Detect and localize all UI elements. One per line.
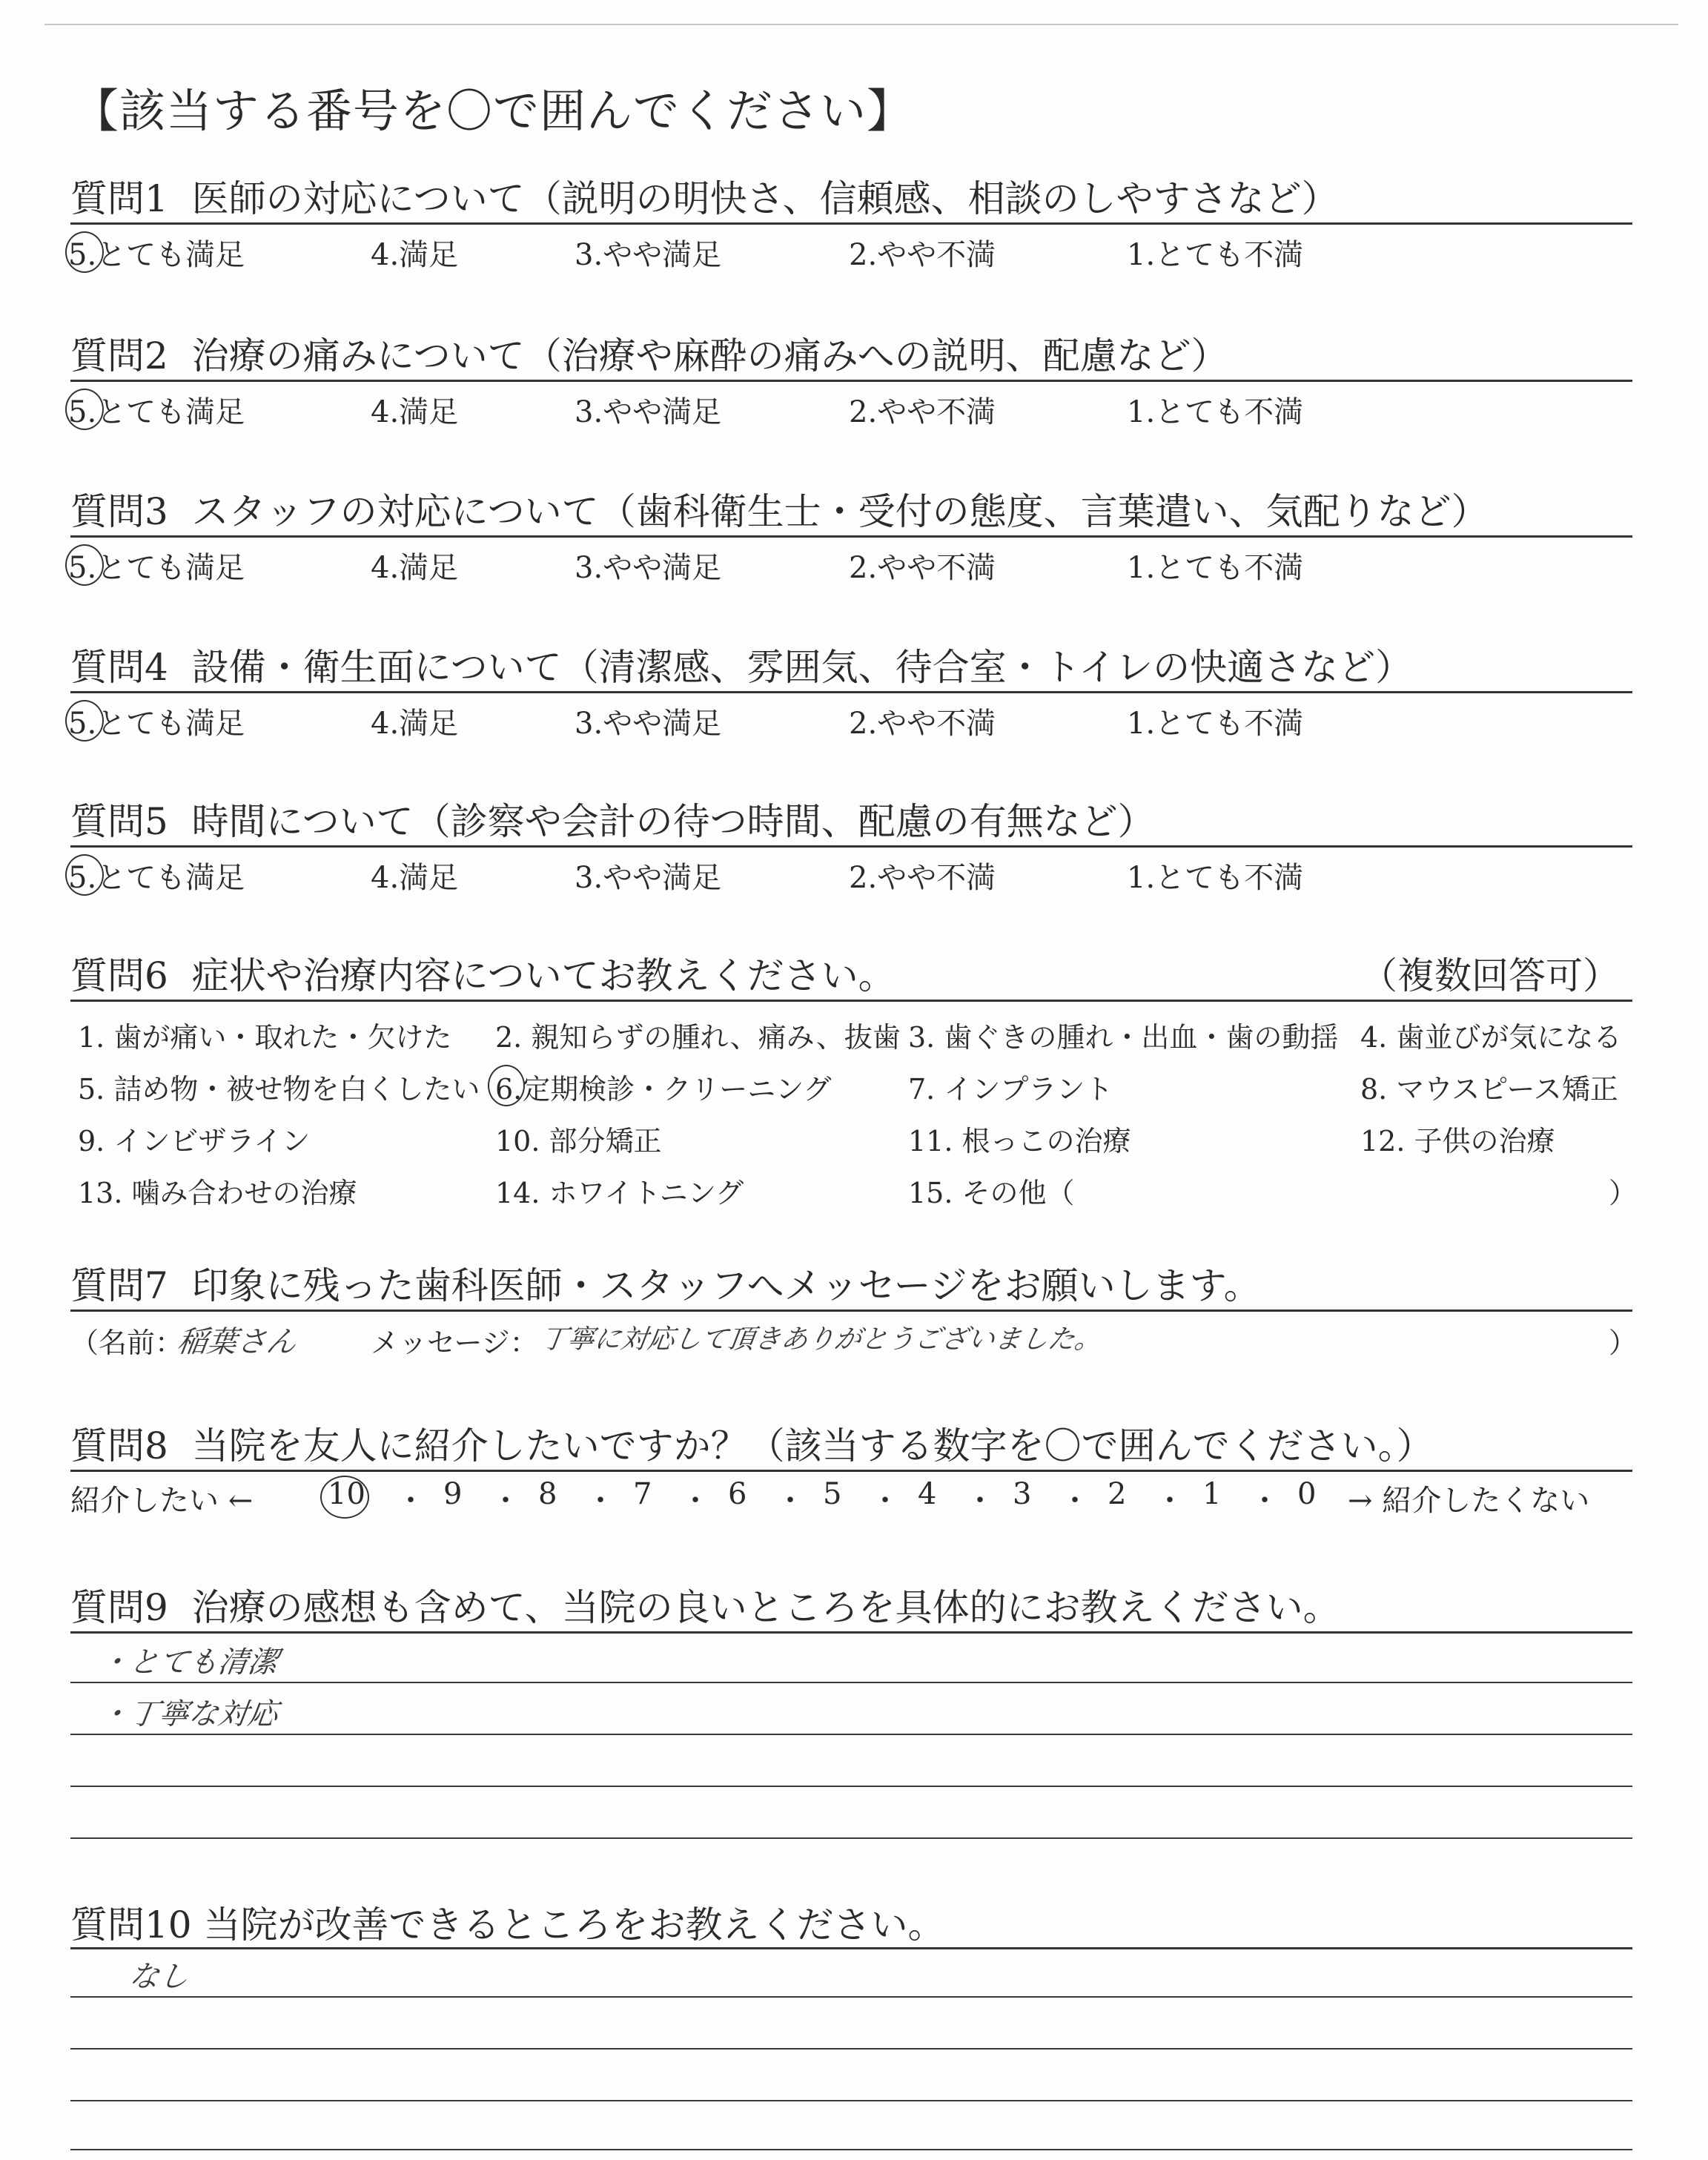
q8-left-label: 紹介したい ← [70, 1484, 254, 1518]
q3-option-5[interactable]: 5.とても満足 [68, 551, 245, 585]
q7-name-label: （名前： [70, 1327, 184, 1359]
q6-item-10[interactable]: 10. 部分矯正 [495, 1125, 662, 1157]
q7-message-label: メッセージ： [371, 1327, 538, 1359]
q8-scale-3[interactable]: 3 [1013, 1477, 1032, 1511]
q1-option-1[interactable]: 1.とても不満 [1127, 238, 1304, 272]
question-6-note: （複数回答可） [1360, 954, 1620, 997]
q6-item-3[interactable]: 3. 歯ぐきの腫れ・出血・歯の動揺 [908, 1021, 1339, 1054]
q6-item-2[interactable]: 2. 親知らずの腫れ、痛み、抜歯 [495, 1021, 901, 1054]
question-5-rule [70, 845, 1632, 848]
form-header: 【該当する番号を〇で囲んでください】 [73, 84, 914, 138]
question-9-rule [70, 1631, 1632, 1634]
q2-option-2[interactable]: 2.やや不満 [849, 395, 996, 429]
q1-option-3[interactable]: 3.やや満足 [575, 238, 722, 272]
question-9-text: 治療の感想も含めて、当院の良いところを具体的にお教えください。 [191, 1586, 1340, 1629]
q8-dot: ・ [491, 1484, 520, 1518]
q4-option-1[interactable]: 1.とても不満 [1127, 707, 1304, 741]
q3-option-3[interactable]: 3.やや満足 [575, 551, 722, 585]
q8-dot: ・ [1060, 1484, 1090, 1518]
q8-scale-9[interactable]: 9 [443, 1477, 463, 1511]
question-2-text: 治療の痛みについて（治療や麻酔の痛みへの説明、配慮など） [191, 334, 1228, 377]
q6-item-14[interactable]: 14. ホワイトニング [495, 1177, 744, 1209]
q8-scale-10[interactable]: 10 [328, 1477, 365, 1511]
question-1-title [70, 169, 1339, 222]
q8-scale-2[interactable]: 2 [1108, 1477, 1127, 1511]
q3-answer-circle [65, 544, 104, 586]
q4-option-3[interactable]: 3.やや満足 [575, 707, 722, 741]
q4-answer-circle [65, 700, 104, 742]
q9-answer-1[interactable]: ・とても清潔 [97, 1645, 280, 1680]
question-7-title [70, 1256, 1261, 1309]
question-6-label: 質問6 [70, 954, 168, 997]
question-9-label: 質問9 [70, 1586, 168, 1629]
q7-message-value[interactable]: 丁寧に対応して頂きありがとうございました。 [538, 1324, 1104, 1355]
q3-option-2[interactable]: 2.やや不満 [849, 551, 996, 585]
q8-scale-5[interactable]: 5 [823, 1477, 842, 1511]
q10-answer-line [70, 1996, 1632, 1998]
q7-close-paren: ） [1609, 1327, 1638, 1359]
question-5-title [70, 792, 1155, 845]
question-3-title [70, 482, 1489, 535]
question-1-label: 質問1 [70, 177, 168, 220]
q6-item-6[interactable]: 6.定期検診・クリーニング [495, 1073, 832, 1106]
q6-item-13[interactable]: 13. 噛み合わせの治療 [78, 1177, 357, 1209]
question-1-rule [70, 222, 1632, 225]
q4-option-4[interactable]: 4.満足 [371, 707, 459, 741]
question-2-rule [70, 380, 1632, 382]
q1-option-4[interactable]: 4.満足 [371, 238, 459, 272]
question-2-title [70, 326, 1228, 380]
q6-item-7[interactable]: 7. インプラント [908, 1073, 1113, 1106]
q10-answer-line [70, 2048, 1632, 2050]
q8-dot: ・ [965, 1484, 995, 1518]
q2-option-3[interactable]: 3.やや満足 [575, 395, 722, 429]
q8-scale-7[interactable]: 7 [633, 1477, 652, 1511]
q4-option-2[interactable]: 2.やや不満 [849, 707, 996, 741]
q8-dot: ・ [775, 1484, 805, 1518]
q1-answer-circle [65, 231, 104, 273]
q8-scale-4[interactable]: 4 [918, 1477, 937, 1511]
question-8-text: 当院を友人に紹介したいですか？（該当する数字を〇で囲んでください。） [191, 1424, 1434, 1467]
q6-item-5[interactable]: 5. 詰め物・被せ物を白くしたい [78, 1073, 480, 1106]
question-5-label: 質問5 [70, 800, 168, 843]
question-10-label: 質問10 [70, 1903, 192, 1946]
question-3-text: スタッフの対応について（歯科衛生士・受付の態度、言葉遣い、気配りなど） [191, 490, 1489, 533]
q5-option-4[interactable]: 4.満足 [371, 861, 459, 895]
question-10-rule [70, 1947, 1632, 1949]
question-4-rule [70, 691, 1632, 693]
q8-answer-circle [320, 1476, 369, 1519]
q6-item-4[interactable]: 4. 歯並びが気になる [1360, 1021, 1622, 1054]
q8-scale-0[interactable]: 0 [1297, 1477, 1317, 1511]
question-10-title [70, 1895, 945, 1949]
q6-item-1[interactable]: 1. 歯が痛い・取れた・欠けた [78, 1021, 452, 1054]
question-4-text: 設備・衛生面について（清潔感、雰囲気、待合室・トイレの快適さなど） [191, 646, 1413, 689]
question-6-title [70, 946, 896, 1000]
question-3-rule [70, 535, 1632, 538]
question-2-label: 質問2 [70, 334, 168, 377]
q6-item-8[interactable]: 8. マウスピース矯正 [1360, 1073, 1618, 1106]
q3-option-4[interactable]: 4.満足 [371, 551, 459, 585]
q9-answer-line [70, 1837, 1632, 1839]
q2-answer-circle [65, 389, 104, 430]
q10-answer-1[interactable]: なし [127, 1960, 191, 1994]
q8-scale-6[interactable]: 6 [728, 1477, 747, 1511]
question-6-rule [70, 1000, 1632, 1002]
q8-right-label: → 紹介したくない [1348, 1484, 1590, 1518]
q1-option-2[interactable]: 2.やや不満 [849, 238, 996, 272]
q6-item-9[interactable]: 9. インビザライン [78, 1125, 311, 1157]
q6-item-11[interactable]: 11. 根っこの治療 [908, 1125, 1131, 1157]
q9-answer-2[interactable]: ・丁寧な対応 [97, 1697, 280, 1731]
q10-answer-line [70, 2149, 1632, 2150]
q6-item-12[interactable]: 12. 子供の治療 [1360, 1125, 1555, 1157]
q8-scale-1[interactable]: 1 [1202, 1477, 1222, 1511]
q5-option-2[interactable]: 2.やや不満 [849, 861, 996, 895]
q10-answer-line [70, 2100, 1632, 2101]
q2-option-1[interactable]: 1.とても不満 [1127, 395, 1304, 429]
q6-item-15-close: ） [1609, 1177, 1638, 1209]
q5-option-1[interactable]: 1.とても不満 [1127, 861, 1304, 895]
q6-answer-circle [488, 1065, 525, 1106]
q8-dot: ・ [586, 1484, 615, 1518]
question-10-text: 当院が改善できるところをお教えください。 [203, 1903, 945, 1946]
q3-option-1[interactable]: 1.とても不満 [1127, 551, 1304, 585]
question-9-title [70, 1578, 1340, 1631]
question-3-label: 質問3 [70, 490, 168, 533]
q4-option-5[interactable]: 5.とても満足 [68, 707, 245, 741]
question-7-text: 印象に残った歯科医師・スタッフへメッセージをお願いします。 [191, 1264, 1261, 1307]
q8-dot: ・ [396, 1484, 426, 1518]
q8-dot: ・ [1250, 1484, 1280, 1518]
q7-name-value[interactable]: 稲葉さん [175, 1325, 299, 1359]
question-6-text: 症状や治療内容についてお教えください。 [191, 954, 896, 997]
q8-dot: ・ [1155, 1484, 1185, 1518]
question-8-label: 質問8 [70, 1424, 168, 1467]
q1-option-5[interactable]: 5.とても満足 [68, 238, 245, 272]
question-7-rule [70, 1309, 1632, 1312]
question-8-title [70, 1416, 1434, 1470]
question-4-label: 質問4 [70, 646, 168, 689]
q6-item-15[interactable]: 15. その他（ [908, 1177, 1075, 1209]
q9-answer-line [70, 1734, 1632, 1735]
q5-answer-circle [65, 854, 104, 896]
q9-answer-line [70, 1786, 1632, 1787]
top-border [44, 24, 1678, 25]
question-5-text: 時間について（診察や会計の待つ時間、配慮の有無など） [191, 800, 1155, 843]
q8-dot: ・ [870, 1484, 900, 1518]
q8-scale-8[interactable]: 8 [538, 1477, 557, 1511]
q9-answer-line [70, 1682, 1632, 1683]
q5-option-5[interactable]: 5.とても満足 [68, 861, 245, 895]
q8-dot: ・ [681, 1484, 710, 1518]
q5-option-3[interactable]: 3.やや満足 [575, 861, 722, 895]
question-4-title [70, 638, 1412, 691]
q2-option-5[interactable]: 5.とても満足 [68, 395, 245, 429]
question-7-label: 質問7 [70, 1264, 168, 1307]
question-8-rule [70, 1470, 1632, 1472]
q2-option-4[interactable]: 4.満足 [371, 395, 459, 429]
question-1-text: 医師の対応について（説明の明快さ、信頼感、相談のしやすさなど） [191, 177, 1339, 220]
